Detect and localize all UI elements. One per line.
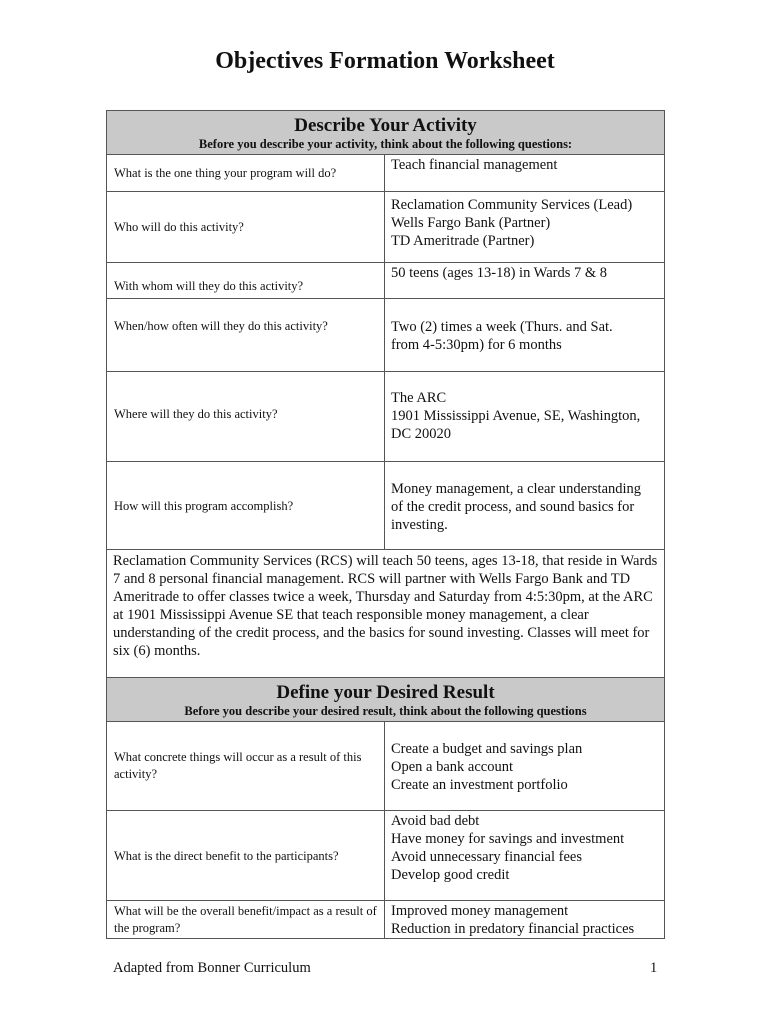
question-cell: With whom will they do this activity?: [107, 263, 385, 299]
section-heading: Describe Your Activity: [294, 115, 477, 136]
answer-cell: [385, 811, 665, 901]
question-cell: When/how often will they do this activity?: [107, 299, 385, 372]
section-subheading: Before you describe your desired result, think about the following questions: [184, 704, 587, 718]
answer-line: 1901 Mississippi Avenue, SE, Washington,: [391, 408, 641, 424]
answer-line: investing.: [391, 517, 448, 533]
answer-line: Create a budget and savings plan: [391, 741, 583, 757]
question-cell: What is the direct benefit to the participants?: [107, 811, 385, 901]
table-row: [107, 263, 665, 299]
answer-line: TD Ameritrade (Partner): [391, 233, 535, 249]
answer-line: Avoid bad debt: [391, 813, 480, 829]
answer-line: Create an investment portfolio: [391, 777, 568, 793]
question-cell: Where will they do this activity?: [107, 372, 385, 462]
answer-cell: [385, 901, 665, 939]
answer-line: DC 20020: [391, 426, 452, 442]
worksheet-table: [106, 110, 665, 939]
answer-line: Avoid unnecessary financial fees: [391, 849, 582, 865]
answer-cell: [385, 462, 665, 550]
question-cell: What will be the overall benefit/impact as a result of the program?: [107, 901, 385, 939]
answer-line: Two (2) times a week (Thurs. and Sat.: [391, 319, 613, 335]
table-row: [107, 299, 665, 372]
answer-cell: [385, 722, 665, 811]
page-number: 1: [650, 960, 658, 976]
answer-line: Develop good credit: [391, 867, 510, 883]
answer-line: Open a bank account: [391, 759, 513, 775]
question-cell: What concrete things will occur as a result of this activity?: [107, 722, 385, 811]
answer-line: Have money for savings and investment: [391, 831, 625, 847]
page-title: Objectives Formation Worksheet: [215, 48, 555, 74]
section-header-result: [107, 678, 665, 722]
answer-cell: [385, 192, 665, 263]
answer-line: Improved money management: [391, 903, 569, 919]
table-row: [107, 462, 665, 550]
table-row: [107, 722, 665, 811]
answer-line: Teach financial management: [391, 157, 558, 173]
section-subheading: Before you describe your activity, think about the following questions:: [198, 137, 573, 151]
table-row: [107, 901, 665, 939]
answer-line: from 4-5:30pm) for 6 months: [391, 337, 562, 353]
answer-line: Wells Fargo Bank (Partner): [391, 215, 551, 231]
question-cell: How will this program accomplish?: [107, 462, 385, 550]
section-heading: Define your Desired Result: [276, 682, 495, 703]
footer-source: Adapted from Bonner Curriculum: [113, 960, 311, 976]
answer-line: Reduction in predatory financial practices: [391, 921, 635, 937]
answer-cell: [385, 263, 665, 299]
question-cell: What is the one thing your program will do?: [107, 155, 385, 192]
answer-line: of the credit process, and sound basics for: [391, 499, 635, 515]
answer-cell: [385, 299, 665, 372]
table-row: [107, 192, 665, 263]
answer-cell: [385, 155, 665, 192]
activity-summary: Reclamation Community Services (RCS) will teach 50 teens, ages 13-18, that reside in Wards 7 and 8 personal financial management. RCS will partner with Wells Fargo Bank and TD Ameritrade to offer classes twice a week, Thursday and Saturday from 4:5:30pm, at the ARC at 1901 Mississippi Avenue SE that teach responsible money management, a clear understanding of the credit process, and the basics for sound investing. Classes will meet for six (6) months.: [107, 550, 665, 678]
section-header-activity: [107, 111, 665, 155]
answer-line: 50 teens (ages 13-18) in Wards 7 & 8: [391, 265, 608, 281]
question-cell: Who will do this activity?: [107, 192, 385, 263]
answer-cell: [385, 372, 665, 462]
answer-line: Reclamation Community Services (Lead): [391, 197, 633, 213]
answer-line: The ARC: [391, 390, 447, 406]
table-row: [107, 155, 665, 192]
table-row: [107, 811, 665, 901]
answer-line: Money management, a clear understanding: [391, 481, 642, 497]
table-row: [107, 372, 665, 462]
